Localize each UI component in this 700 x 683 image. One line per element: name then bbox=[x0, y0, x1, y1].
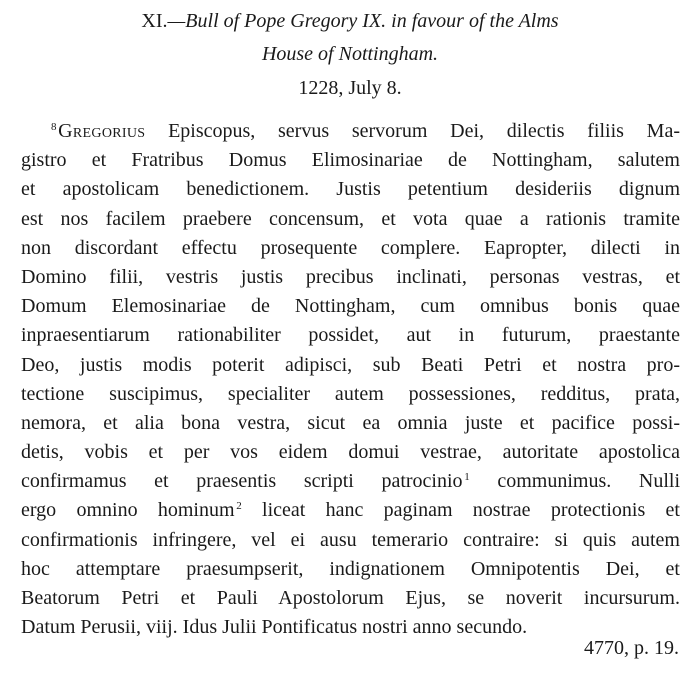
text-line: gistro et Fratribus Domus Elimosinariae de Nottingham, salutem bbox=[21, 149, 680, 172]
opening-word: Gregorius bbox=[58, 120, 146, 142]
footnote-marker: 1 bbox=[464, 471, 470, 484]
text-line: tectione suscipimus, specialiter autem possessiones, redditus, prata, bbox=[21, 382, 680, 405]
text-line: inpraesentiarum rationabiliter possidet, aut in futurum, praestante bbox=[21, 324, 680, 347]
footnote-marker: 8 bbox=[51, 121, 57, 133]
footnote-marker: 2 bbox=[236, 500, 242, 513]
bull-text bbox=[21, 117, 680, 642]
document-title-line-1 bbox=[0, 9, 700, 33]
text-line: ergo omnino hominum $^2$ liceat hanc paginam nostrae protectionis et bbox=[21, 499, 680, 522]
text-line: Datum Perusii, viij. Idus Julii Pontificatus nostri anno secundo. bbox=[21, 616, 528, 639]
text-line: et apostolicam benedictionem. Justis petentium desideriis dignum bbox=[21, 178, 680, 201]
text-line: nemora, et alia bona vestra, sicut ea omnia juste et pacifice possi- bbox=[21, 411, 680, 434]
source-reference: 4770, p. 19. bbox=[584, 637, 679, 659]
text-line: $^8$ Gregorius Episcopus, servus servorum Dei, dilectis filiis Ma- bbox=[51, 120, 680, 142]
document-title-line-2 bbox=[0, 42, 700, 66]
document-number: XI. bbox=[141, 10, 168, 32]
text-line: confirmationis infringere, vel ei ausu temerario contraire: si quis autem bbox=[21, 528, 680, 551]
document-title-text: —Bull of Pope Gregory IX. in favour of the Alms bbox=[167, 10, 559, 32]
text-line: Deo, justis modis poterit adipisci, sub Beati Petri et nostra pro- bbox=[21, 353, 680, 376]
text-line: est nos facilem praebere concensum, et vota quae a rationis tramite bbox=[21, 207, 680, 230]
text-line: Domino filii, vestris justis precibus inclinati, personas vestras, et bbox=[21, 265, 680, 288]
text-line: non discordant effectu prosequente complere. Eapropter, dilecti in bbox=[21, 236, 680, 259]
text-line: detis, vobis et per vos eidem domui vestrae, autoritate apostolica bbox=[21, 441, 680, 464]
text-line: confirmamus et praesentis scripti patrocinio $^1$ communimus. Nulli bbox=[21, 470, 681, 493]
text-line: Domum Elemosinariae de Nottingham, cum omnibus bonis quae bbox=[21, 295, 680, 318]
text-line: hoc attemptare praesumpserit, indignationem Omnipotentis Dei, et bbox=[21, 557, 680, 580]
document-date: 1228, July 8. bbox=[298, 77, 402, 99]
text-line: Beatorum Petri et Pauli Apostolorum Ejus, se noverit incursurum. bbox=[21, 587, 680, 609]
document-title-continuation: House of Nottingham. bbox=[261, 43, 439, 65]
